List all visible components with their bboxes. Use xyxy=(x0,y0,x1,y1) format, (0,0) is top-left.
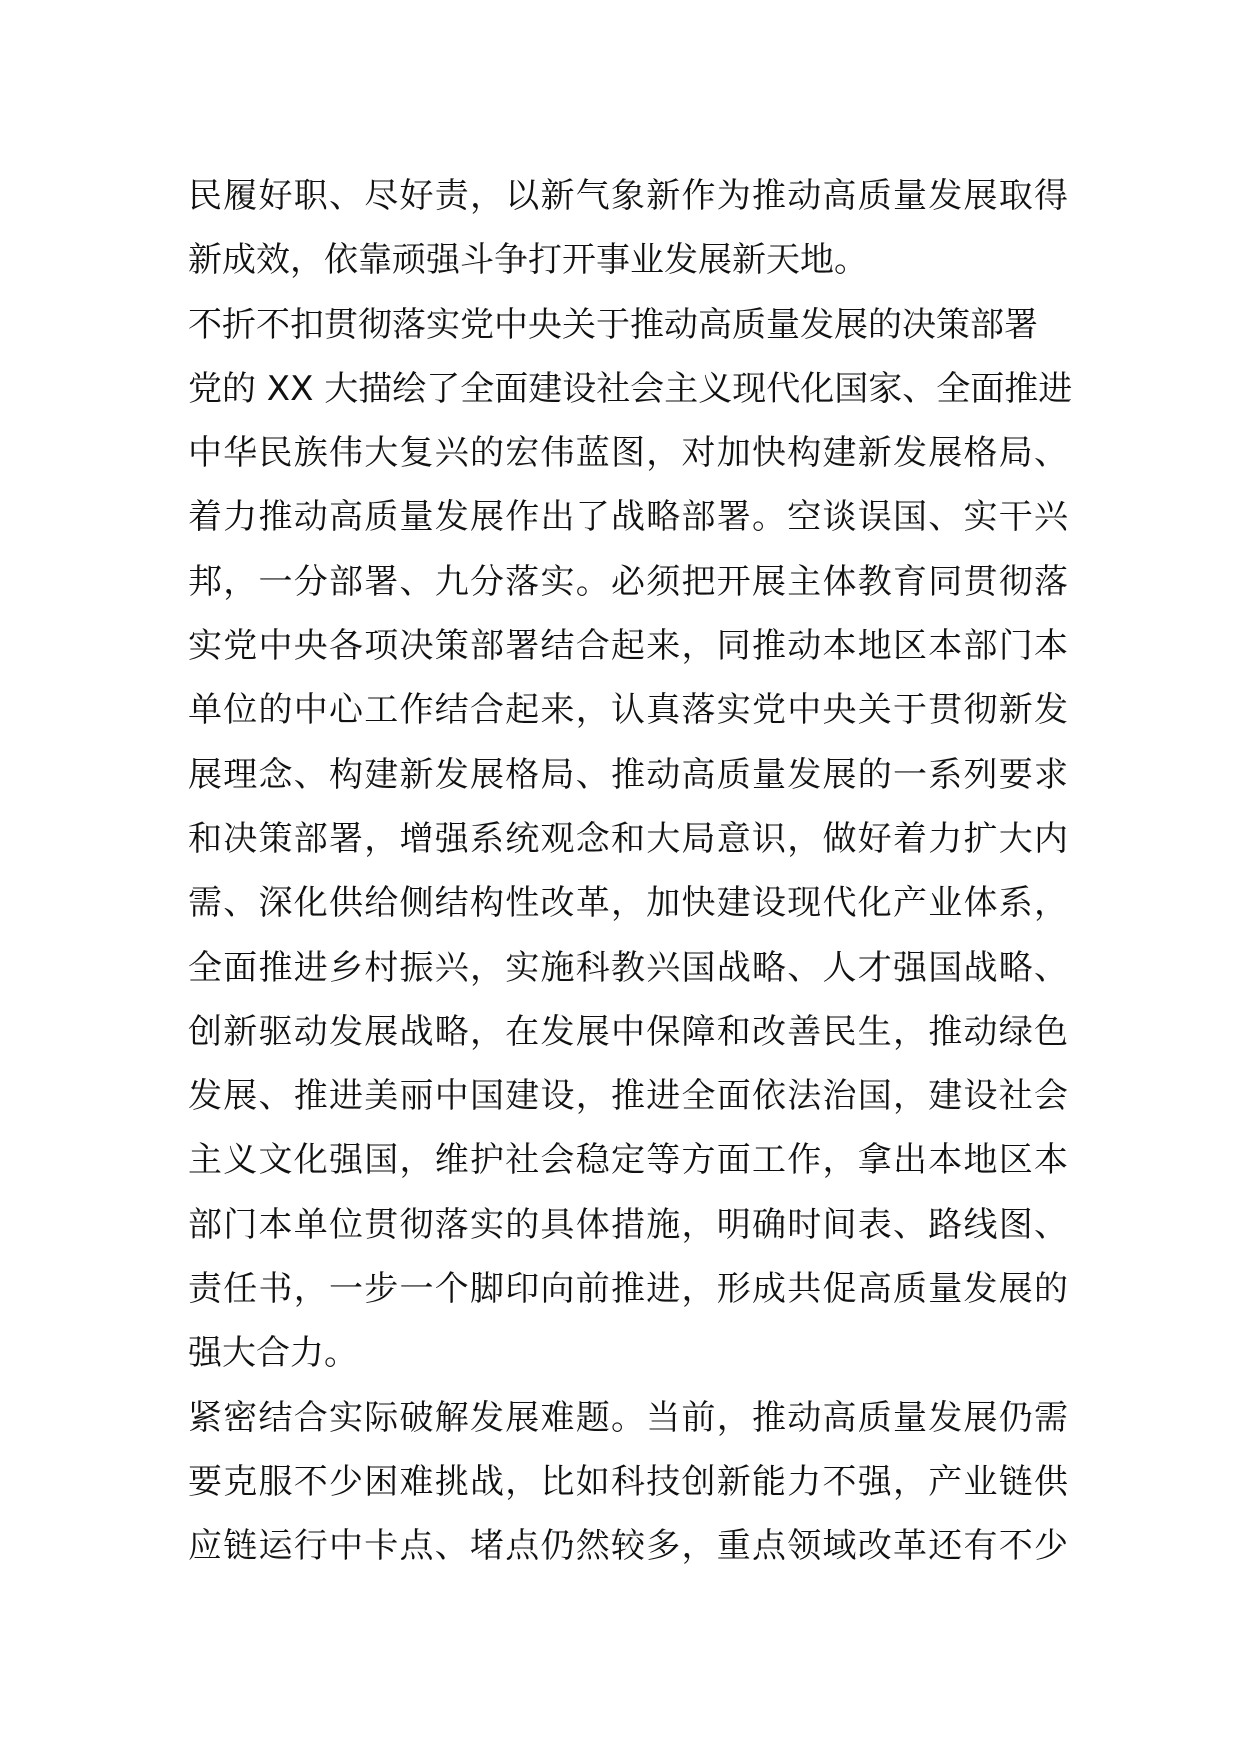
text-line: 主义文化强国，维护社会稳定等方面工作，拿出本地区本 xyxy=(188,1140,1068,1181)
text-line: 紧密结合实际破解发展难题。当前，推动高质量发展仍需 xyxy=(188,1397,1068,1438)
text-line: 新成效，依靠顽强斗争打开事业发展新天地。 xyxy=(188,240,868,281)
text-line: 展理念、构建新发展格局、推动高质量发展的一系列要求 xyxy=(188,754,1068,795)
text-line: 责任书，一步一个脚印向前推进，形成共促高质量发展的 xyxy=(188,1269,1068,1310)
text-line: 应链运行中卡点、堵点仍然较多，重点领域改革还有不少 xyxy=(188,1526,1068,1567)
text-line: 实党中央各项决策部署结合起来，同推动本地区本部门本 xyxy=(188,626,1068,667)
text-line: 需、深化供给侧结构性改革，加快建设现代化产业体系， xyxy=(188,883,1068,924)
text-line: 着力推动高质量发展作出了战略部署。空谈误国、实干兴 xyxy=(188,497,1068,538)
paragraph-3 xyxy=(188,1386,1068,1579)
text-line: 发展、推进美丽中国建设，推进全面依法治国，建设社会 xyxy=(188,1076,1068,1117)
document-body xyxy=(188,164,1073,1579)
text-line: 党的 XX 大描绘了全面建设社会主义现代化国家、全面推进 xyxy=(188,368,1073,409)
text-line: 和决策部署，增强系统观念和大局意识，做好着力扩大内 xyxy=(188,818,1068,859)
text-line: 中华民族伟大复兴的宏伟蓝图，对加快构建新发展格局、 xyxy=(188,433,1068,474)
text-line: 单位的中心工作结合起来，认真落实党中央关于贯彻新发 xyxy=(188,690,1068,731)
paragraph-1 xyxy=(188,164,1068,293)
text-line: 邦，一分部署、九分落实。必须把开展主体教育同贯彻落 xyxy=(188,561,1068,602)
text-line: 民履好职、尽好责，以新气象新作为推动高质量发展取得 xyxy=(188,176,1068,216)
text-line: 部门本单位贯彻落实的具体措施，明确时间表、路线图、 xyxy=(188,1204,1068,1245)
text-line: 要克服不少困难挑战，比如科技创新能力不强，产业链供 xyxy=(188,1461,1068,1502)
text-line: 全面推进乡村振兴，实施科教兴国战略、人才强国战略、 xyxy=(188,947,1068,988)
text-line: 创新驱动发展战略，在发展中保障和改善民生，推动绿色 xyxy=(188,1011,1068,1052)
paragraph-heading-line: 不折不扣贯彻落实党中央关于推动高质量发展的决策部署 xyxy=(188,304,1038,345)
text-line: 强大合力。 xyxy=(188,1333,358,1374)
paragraph-2 xyxy=(188,293,1073,1386)
